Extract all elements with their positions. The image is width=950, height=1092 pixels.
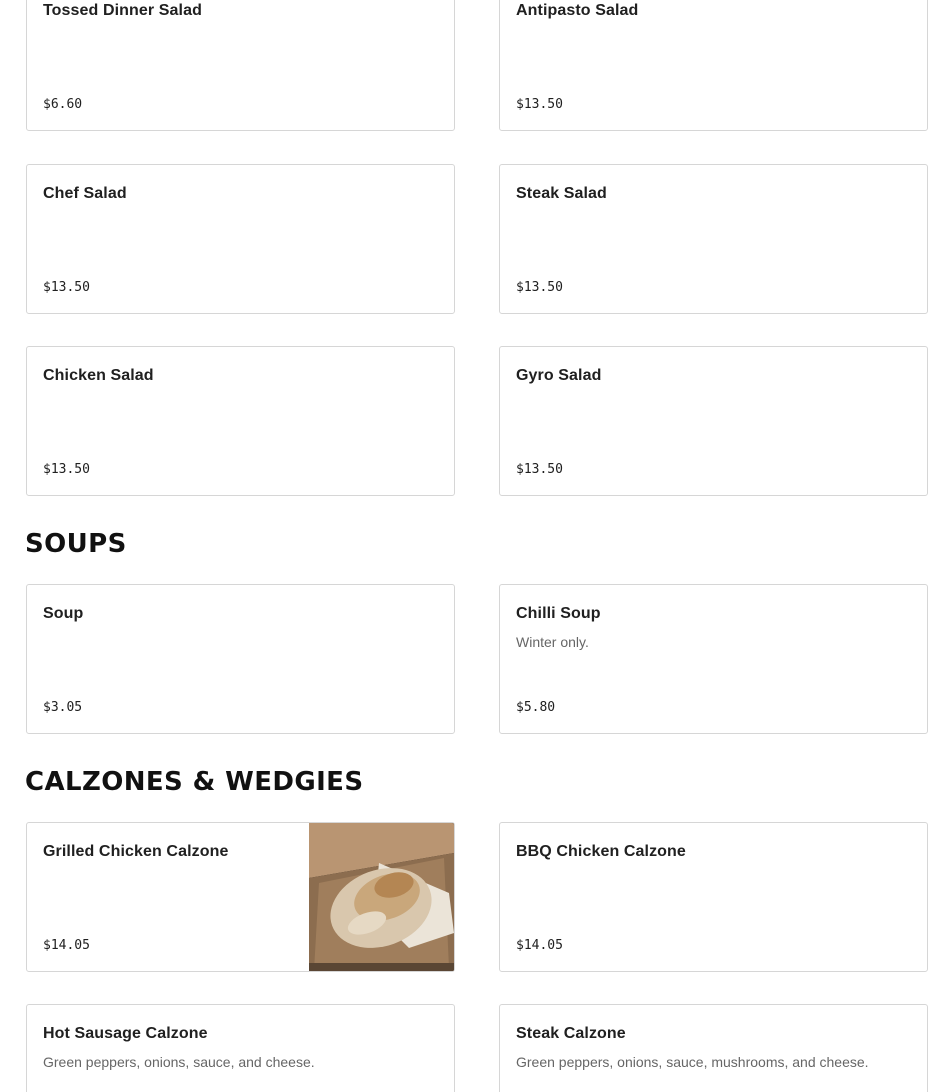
item-price: $14.05 bbox=[516, 938, 563, 953]
item-name: Antipasto Salad bbox=[516, 2, 639, 19]
item-price: $6.60 bbox=[43, 97, 83, 112]
menu-item-card[interactable] bbox=[26, 822, 455, 972]
section-title-calzones: CALZONES & WEDGIES bbox=[25, 767, 364, 797]
menu-item-card[interactable] bbox=[26, 584, 455, 734]
menu-item-card[interactable] bbox=[26, 164, 455, 314]
item-description: Green peppers, onions, sauce, and cheese. bbox=[43, 1054, 315, 1070]
item-price: $13.50 bbox=[516, 462, 563, 477]
section-title-soups: SOUPS bbox=[25, 529, 127, 559]
item-name: Steak Calzone bbox=[516, 1025, 626, 1042]
item-name: Soup bbox=[43, 605, 84, 622]
item-name: Hot Sausage Calzone bbox=[43, 1025, 208, 1042]
menu-item-card[interactable] bbox=[499, 822, 928, 972]
item-price: $13.50 bbox=[516, 97, 563, 112]
item-price: $5.80 bbox=[516, 700, 556, 715]
item-name: Gyro Salad bbox=[516, 367, 602, 384]
item-name: BBQ Chicken Calzone bbox=[516, 843, 686, 860]
menu-item-card[interactable] bbox=[26, 1004, 455, 1092]
item-price: $14.05 bbox=[43, 938, 90, 953]
item-price: $3.05 bbox=[43, 700, 83, 715]
item-price: $13.50 bbox=[516, 280, 563, 295]
item-name: Grilled Chicken Calzone bbox=[43, 843, 229, 860]
calzone-photo bbox=[309, 823, 454, 971]
menu-item-card[interactable] bbox=[26, 346, 455, 496]
item-price: $13.50 bbox=[43, 462, 90, 477]
item-name: Chicken Salad bbox=[43, 367, 154, 384]
menu-item-card[interactable] bbox=[499, 584, 928, 734]
item-name: Tossed Dinner Salad bbox=[43, 2, 202, 19]
item-price: $13.50 bbox=[43, 280, 90, 295]
item-name: Chilli Soup bbox=[516, 605, 601, 622]
menu-item-card[interactable] bbox=[26, 0, 455, 131]
item-name: Steak Salad bbox=[516, 185, 607, 202]
item-description: Winter only. bbox=[516, 634, 589, 650]
item-description: Green peppers, onions, sauce, mushrooms, and cheese. bbox=[516, 1054, 869, 1070]
menu-item-card[interactable] bbox=[499, 346, 928, 496]
menu-item-card[interactable] bbox=[499, 1004, 928, 1092]
menu-item-card[interactable] bbox=[499, 0, 928, 131]
calzone-image-illustration bbox=[309, 823, 454, 971]
menu-item-card[interactable] bbox=[499, 164, 928, 314]
item-name: Chef Salad bbox=[43, 185, 127, 202]
